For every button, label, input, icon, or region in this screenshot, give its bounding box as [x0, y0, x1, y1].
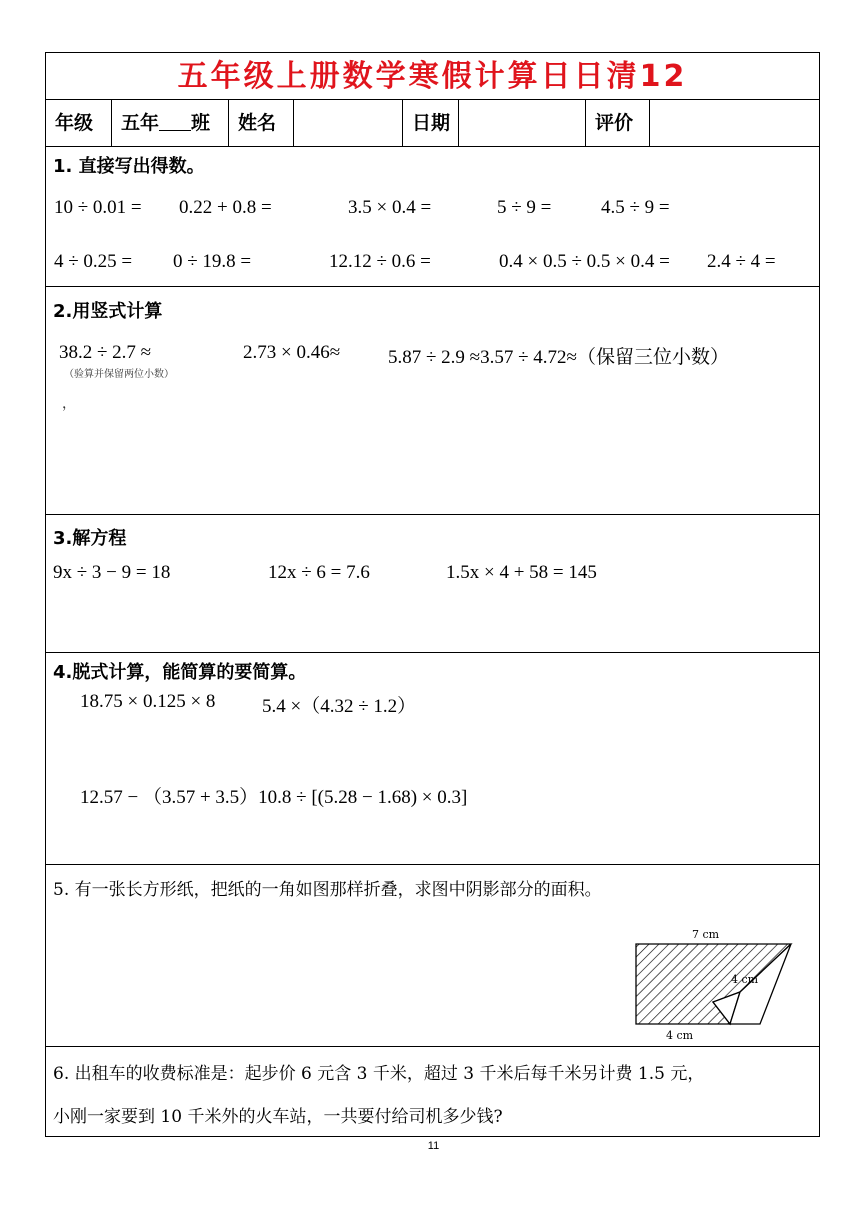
section-heading: 2.用竖式计算 — [53, 301, 163, 322]
problem: 4 ÷ 0.25 = — [54, 251, 133, 272]
label-bottom: 4 cm — [666, 1029, 694, 1042]
question-line: 小刚一家要到 10 千米外的火车站，一共要付给司机多少钱? — [53, 1107, 503, 1127]
problem: 38.2 ÷ 2.7 ≈ — [59, 342, 152, 363]
grade-class-cell[interactable] — [112, 100, 229, 146]
problem: 5.87 ÷ 2.9 ≈3.57 ÷ 4.72≈（保留三位小数） — [388, 347, 729, 368]
section-equations — [46, 515, 819, 653]
section-step-calc — [46, 653, 819, 865]
eval-label: 评价 — [586, 100, 650, 146]
stray-mark: ， — [62, 396, 76, 412]
section-vertical-calc — [46, 287, 819, 515]
date-field[interactable] — [459, 100, 586, 146]
problem: 3.5 × 0.4 = — [348, 197, 432, 218]
section-taxi-fare — [46, 1047, 819, 1138]
worksheet — [45, 52, 820, 1137]
problem: 0.4 × 0.5 ÷ 0.5 × 0.4 = — [499, 251, 670, 272]
section-heading: 4.脱式计算，能简算的要简算。 — [53, 662, 307, 683]
problem-note: （验算并保留两位小数） — [64, 369, 174, 380]
folded-paper-figure — [630, 923, 796, 1043]
page-number: 11 — [427, 1140, 440, 1152]
section-direct-calc — [46, 147, 819, 287]
question-line: 6. 出租车的收费标准是：起步价 6 元含 3 千米，超过 3 千米后每千米另计费 1.5 元， — [53, 1064, 705, 1084]
problem: 5 ÷ 9 = — [497, 197, 552, 218]
problem: 0 ÷ 19.8 = — [173, 251, 252, 272]
worksheet-title: 五年级上册数学寒假计算日日清12 — [46, 53, 819, 100]
name-label: 姓名 — [229, 100, 294, 146]
problem: 10 ÷ 0.01 = — [54, 197, 142, 218]
date-label: 日期 — [403, 100, 459, 146]
name-field[interactable] — [294, 100, 403, 146]
label-side: 4 cm — [731, 973, 759, 986]
section-heading: 3.解方程 — [53, 528, 127, 549]
problem: 2.4 ÷ 4 = — [707, 251, 776, 272]
grade-label: 年级 — [46, 100, 112, 146]
problem: 12x ÷ 6 = 7.6 — [268, 562, 370, 583]
problem: 18.75 × 0.125 × 8 — [80, 691, 216, 712]
problem: 4.5 ÷ 9 = — [601, 197, 670, 218]
problem: 12.57 − （3.57 + 3.5）10.8 ÷ [(5.28 − 1.68) × 0.3] — [80, 787, 468, 808]
problem: 2.73 × 0.46≈ — [243, 342, 341, 363]
info-row — [46, 100, 819, 147]
label-top: 7 cm — [692, 928, 720, 941]
class-label: 班 — [191, 112, 211, 134]
class-blank[interactable] — [159, 110, 191, 131]
problem: 1.5x × 4 + 58 = 145 — [446, 562, 597, 583]
problem: 0.22 + 0.8 = — [179, 197, 272, 218]
grade-value: 五年 — [121, 112, 160, 134]
problem: 5.4 ×（4.32 ÷ 1.2） — [262, 696, 417, 717]
problem: 9x ÷ 3 − 9 = 18 — [53, 562, 171, 583]
eval-field[interactable] — [650, 100, 819, 146]
question-text: 5. 有一张长方形纸，把纸的一角如图那样折叠，求图中阴影部分的面积。 — [53, 880, 602, 900]
problem: 12.12 ÷ 0.6 = — [329, 251, 431, 272]
section-fold-area — [46, 865, 819, 1047]
section-heading: 1. 直接写出得数。 — [53, 156, 205, 177]
